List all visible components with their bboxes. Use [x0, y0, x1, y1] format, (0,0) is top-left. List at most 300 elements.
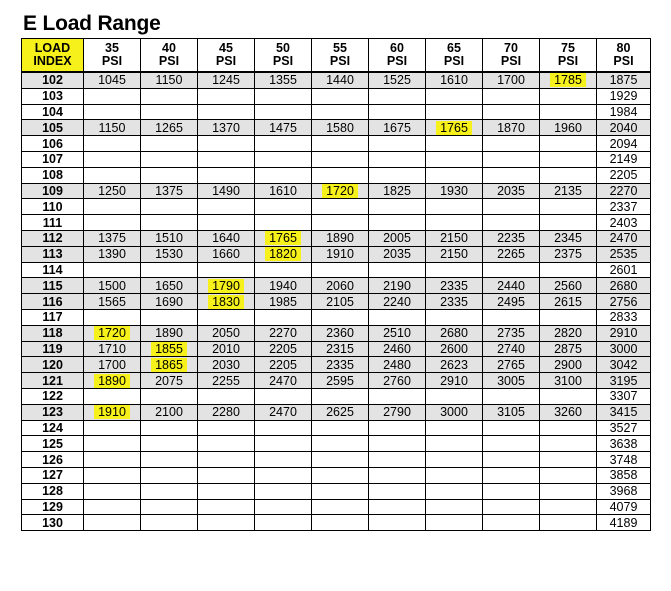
load-value-cell [255, 199, 312, 215]
load-index-cell: 116 [22, 294, 84, 310]
load-value-cell [426, 167, 483, 183]
load-value-cell [312, 420, 369, 436]
load-value-cell: 1890 [141, 325, 198, 341]
load-value-cell [540, 136, 597, 152]
load-value-cell [483, 452, 540, 468]
load-value-cell [369, 104, 426, 120]
load-index-label-line1: LOAD [34, 41, 71, 55]
pressure-value: 50 [276, 41, 290, 55]
load-value-cell [198, 151, 255, 167]
load-value-cell: 1500 [84, 278, 141, 294]
load-value-cell [84, 483, 141, 499]
load-index-cell: 113 [22, 246, 84, 262]
load-value-cell [141, 215, 198, 231]
pressure-value: 65 [447, 41, 461, 55]
load-value-cell [312, 467, 369, 483]
load-value-cell [312, 167, 369, 183]
load-value-cell: 3000 [597, 341, 651, 357]
load-value-cell [540, 436, 597, 452]
load-index-cell: 121 [22, 373, 84, 389]
load-value-cell [483, 136, 540, 152]
load-index-cell: 128 [22, 483, 84, 499]
load-value-cell [255, 499, 312, 515]
load-value-cell [141, 420, 198, 436]
pressure-header-60 [369, 39, 426, 73]
load-value-cell: 2035 [369, 246, 426, 262]
highlighted-value: 1910 [94, 405, 130, 419]
table-row [22, 136, 651, 152]
load-value-cell [312, 136, 369, 152]
load-value-cell [255, 88, 312, 104]
load-value-cell [312, 88, 369, 104]
load-value-cell: 2335 [312, 357, 369, 373]
load-index-cell: 109 [22, 183, 84, 199]
load-value-cell: 2190 [369, 278, 426, 294]
load-value-cell [255, 104, 312, 120]
load-value-cell [369, 136, 426, 152]
table-row [22, 309, 651, 325]
load-value-cell: 2470 [255, 404, 312, 420]
load-value-cell: 3858 [597, 467, 651, 483]
load-value-cell [426, 199, 483, 215]
load-value-cell: 2149 [597, 151, 651, 167]
load-value-cell: 1355 [255, 72, 312, 88]
load-value-cell: 2150 [426, 246, 483, 262]
load-value-cell [483, 499, 540, 515]
load-index-cell: 104 [22, 104, 84, 120]
load-value-cell [198, 104, 255, 120]
load-index-cell: 105 [22, 120, 84, 136]
load-value-cell [369, 436, 426, 452]
load-value-cell: 2615 [540, 294, 597, 310]
table-row [22, 104, 651, 120]
load-value-cell: 1375 [84, 230, 141, 246]
load-value-cell [483, 262, 540, 278]
load-index-cell: 120 [22, 357, 84, 373]
load-value-cell: 2875 [540, 341, 597, 357]
load-value-cell: 2600 [426, 341, 483, 357]
load-value-cell [426, 215, 483, 231]
load-value-cell [540, 104, 597, 120]
load-value-cell: 2205 [255, 357, 312, 373]
load-index-cell: 123 [22, 404, 84, 420]
table-row [22, 357, 651, 373]
load-value-cell: 2595 [312, 373, 369, 389]
load-value-cell: 1390 [84, 246, 141, 262]
load-index-cell: 115 [22, 278, 84, 294]
load-value-cell [141, 88, 198, 104]
load-value-cell [84, 88, 141, 104]
load-value-cell: 2075 [141, 373, 198, 389]
pressure-unit: PSI [158, 54, 180, 68]
load-value-cell: 2440 [483, 278, 540, 294]
load-value-cell: 2735 [483, 325, 540, 341]
load-value-cell [540, 420, 597, 436]
load-value-cell: 1940 [255, 278, 312, 294]
load-index-label-line2: INDEX [33, 54, 72, 68]
table-header-row [22, 39, 651, 73]
load-value-cell [141, 199, 198, 215]
highlighted-value: 1855 [151, 342, 187, 356]
pressure-unit: PSI [101, 54, 123, 68]
load-value-cell: 2601 [597, 262, 651, 278]
load-value-cell [84, 499, 141, 515]
load-value-cell [84, 136, 141, 152]
load-value-cell [540, 467, 597, 483]
load-value-cell: 2403 [597, 215, 651, 231]
load-value-cell: 2535 [597, 246, 651, 262]
table-row [22, 341, 651, 357]
load-value-cell [198, 515, 255, 531]
load-value-cell [198, 215, 255, 231]
load-value-cell: 1150 [141, 72, 198, 88]
load-value-cell [141, 262, 198, 278]
load-value-cell [141, 515, 198, 531]
load-value-cell: 3000 [426, 404, 483, 420]
load-value-cell [312, 104, 369, 120]
load-value-cell: 2345 [540, 230, 597, 246]
pressure-header-35 [84, 39, 141, 73]
load-value-cell [312, 388, 369, 404]
load-value-cell [255, 136, 312, 152]
load-value-cell [426, 309, 483, 325]
load-value-cell [426, 262, 483, 278]
load-value-cell: 1610 [255, 183, 312, 199]
load-value-cell [540, 215, 597, 231]
pressure-unit: PSI [272, 54, 294, 68]
load-value-cell [369, 167, 426, 183]
load-value-cell [255, 215, 312, 231]
load-value-cell [198, 436, 255, 452]
load-value-cell [312, 436, 369, 452]
load-index-cell: 108 [22, 167, 84, 183]
load-value-cell: 1929 [597, 88, 651, 104]
pressure-value: 75 [561, 41, 575, 55]
load-value-cell: 3042 [597, 357, 651, 373]
load-value-cell: 2205 [597, 167, 651, 183]
load-value-cell: 1250 [84, 183, 141, 199]
load-value-cell [312, 483, 369, 499]
table-row [22, 199, 651, 215]
load-value-cell [540, 199, 597, 215]
load-value-cell: 3105 [483, 404, 540, 420]
table-row [22, 404, 651, 420]
load-value-cell [540, 262, 597, 278]
load-index-cell: 122 [22, 388, 84, 404]
load-value-cell: 1985 [255, 294, 312, 310]
load-value-cell [426, 452, 483, 468]
load-value-cell: 1700 [84, 357, 141, 373]
load-value-cell: 2790 [369, 404, 426, 420]
load-value-cell: 1890 [312, 230, 369, 246]
load-value-cell: 2150 [426, 230, 483, 246]
load-value-cell: 2460 [369, 341, 426, 357]
load-value-cell [369, 499, 426, 515]
load-value-cell: 2280 [198, 404, 255, 420]
load-value-cell: 1565 [84, 294, 141, 310]
load-value-cell [483, 436, 540, 452]
load-value-cell [198, 278, 255, 294]
load-value-cell [426, 420, 483, 436]
table-row [22, 230, 651, 246]
load-value-cell [255, 467, 312, 483]
pressure-value: 55 [333, 41, 347, 55]
highlighted-value: 1820 [265, 247, 301, 261]
load-value-cell [426, 151, 483, 167]
load-value-cell [84, 420, 141, 436]
load-value-cell [312, 309, 369, 325]
load-value-cell: 3527 [597, 420, 651, 436]
table-row [22, 88, 651, 104]
table-row [22, 215, 651, 231]
table-row [22, 278, 651, 294]
load-value-cell: 2105 [312, 294, 369, 310]
load-value-cell [369, 309, 426, 325]
load-value-cell: 2235 [483, 230, 540, 246]
load-value-cell: 2240 [369, 294, 426, 310]
load-value-cell [483, 104, 540, 120]
load-value-cell: 2040 [597, 120, 651, 136]
load-value-cell: 1045 [84, 72, 141, 88]
load-value-cell [312, 515, 369, 531]
pressure-header-50 [255, 39, 312, 73]
load-value-cell [84, 373, 141, 389]
load-value-cell [141, 167, 198, 183]
load-value-cell: 1265 [141, 120, 198, 136]
load-value-cell [255, 262, 312, 278]
table-row [22, 420, 651, 436]
pressure-value: 35 [105, 41, 119, 55]
load-value-cell: 2680 [597, 278, 651, 294]
load-value-cell: 1650 [141, 278, 198, 294]
load-value-cell: 3748 [597, 452, 651, 468]
load-value-cell [483, 309, 540, 325]
load-value-cell [369, 467, 426, 483]
load-value-cell: 2480 [369, 357, 426, 373]
load-value-cell [426, 483, 483, 499]
load-value-cell: 2010 [198, 341, 255, 357]
load-value-cell [540, 515, 597, 531]
load-value-cell: 1910 [312, 246, 369, 262]
load-value-cell [198, 167, 255, 183]
load-value-cell: 2270 [597, 183, 651, 199]
load-value-cell [483, 388, 540, 404]
load-value-cell [426, 388, 483, 404]
load-value-cell [255, 515, 312, 531]
load-value-cell [483, 483, 540, 499]
table-row [22, 452, 651, 468]
pressure-unit: PSI [613, 54, 634, 68]
load-value-cell: 1150 [84, 120, 141, 136]
load-index-cell: 111 [22, 215, 84, 231]
load-value-cell [540, 499, 597, 515]
load-value-cell: 2756 [597, 294, 651, 310]
load-value-cell: 2060 [312, 278, 369, 294]
load-value-cell: 1510 [141, 230, 198, 246]
load-value-cell: 4079 [597, 499, 651, 515]
load-value-cell [540, 151, 597, 167]
load-value-cell: 1580 [312, 120, 369, 136]
table-row [22, 167, 651, 183]
load-value-cell [540, 483, 597, 499]
load-value-cell: 3005 [483, 373, 540, 389]
load-value-cell: 3260 [540, 404, 597, 420]
load-index-cell: 130 [22, 515, 84, 531]
load-value-cell: 2270 [255, 325, 312, 341]
load-index-cell: 107 [22, 151, 84, 167]
load-value-cell [84, 215, 141, 231]
highlighted-value: 1785 [550, 73, 586, 87]
load-value-cell [369, 452, 426, 468]
load-value-cell: 2335 [426, 294, 483, 310]
load-value-cell: 2510 [369, 325, 426, 341]
load-value-cell [198, 388, 255, 404]
table-row [22, 499, 651, 515]
load-value-cell: 2100 [141, 404, 198, 420]
load-value-cell: 3638 [597, 436, 651, 452]
load-value-cell [540, 452, 597, 468]
load-value-cell [426, 104, 483, 120]
load-index-cell: 124 [22, 420, 84, 436]
load-value-cell: 2833 [597, 309, 651, 325]
load-value-cell [255, 452, 312, 468]
load-value-cell [426, 88, 483, 104]
table-row [22, 151, 651, 167]
pressure-header-70 [483, 39, 540, 73]
load-value-cell: 1610 [426, 72, 483, 88]
load-value-cell [369, 88, 426, 104]
load-value-cell [483, 467, 540, 483]
pressure-header-40 [141, 39, 198, 73]
load-value-cell: 3307 [597, 388, 651, 404]
load-value-cell [84, 436, 141, 452]
load-value-cell [369, 388, 426, 404]
load-value-cell [141, 341, 198, 357]
load-value-cell: 2030 [198, 357, 255, 373]
load-value-cell [426, 467, 483, 483]
load-value-cell [540, 167, 597, 183]
load-value-cell [255, 167, 312, 183]
pressure-unit: PSI [500, 54, 522, 68]
highlighted-value: 1865 [151, 358, 187, 372]
pressure-value: 80 [616, 41, 631, 55]
load-value-cell: 1375 [141, 183, 198, 199]
pressure-value: 45 [219, 41, 233, 55]
table-row [22, 373, 651, 389]
load-index-cell: 117 [22, 309, 84, 325]
table-row [22, 325, 651, 341]
load-value-cell [141, 467, 198, 483]
load-value-cell: 2135 [540, 183, 597, 199]
load-value-cell: 2470 [255, 373, 312, 389]
load-value-cell [255, 436, 312, 452]
load-value-cell [369, 420, 426, 436]
load-value-cell: 2335 [426, 278, 483, 294]
load-value-cell: 4189 [597, 515, 651, 531]
load-value-cell [198, 294, 255, 310]
load-value-cell [141, 151, 198, 167]
load-value-cell: 1930 [426, 183, 483, 199]
table-row [22, 262, 651, 278]
pressure-unit: PSI [557, 54, 579, 68]
pressure-header-45 [198, 39, 255, 73]
load-value-cell [312, 199, 369, 215]
load-value-cell [483, 151, 540, 167]
highlighted-value: 1890 [94, 374, 130, 388]
load-value-cell [84, 515, 141, 531]
load-value-cell [255, 420, 312, 436]
load-index-cell: 112 [22, 230, 84, 246]
load-value-cell: 2623 [426, 357, 483, 373]
load-value-cell: 2205 [255, 341, 312, 357]
load-value-cell [540, 388, 597, 404]
load-value-cell: 2375 [540, 246, 597, 262]
pressure-header-80 [597, 39, 651, 73]
load-index-cell: 114 [22, 262, 84, 278]
load-value-cell [84, 151, 141, 167]
pressure-value: 60 [390, 41, 404, 55]
load-value-cell [84, 452, 141, 468]
load-value-cell [255, 151, 312, 167]
load-value-cell [84, 467, 141, 483]
pressure-value: 40 [162, 41, 176, 55]
page-title: E Load Range [23, 12, 161, 35]
load-value-cell: 1710 [84, 341, 141, 357]
load-value-cell [369, 199, 426, 215]
load-value-cell [141, 388, 198, 404]
load-index-cell: 127 [22, 467, 84, 483]
load-value-cell [426, 499, 483, 515]
load-value-cell: 2050 [198, 325, 255, 341]
load-value-cell [198, 88, 255, 104]
load-value-cell [540, 309, 597, 325]
load-value-cell [483, 420, 540, 436]
load-value-cell [84, 388, 141, 404]
highlighted-value: 1720 [322, 184, 358, 198]
load-value-cell [483, 88, 540, 104]
load-value-cell: 2560 [540, 278, 597, 294]
highlighted-value: 1830 [208, 295, 244, 309]
load-value-cell: 2910 [597, 325, 651, 341]
load-value-cell [426, 120, 483, 136]
load-value-cell [255, 230, 312, 246]
load-value-cell [84, 404, 141, 420]
load-index-cell: 106 [22, 136, 84, 152]
load-value-cell: 2094 [597, 136, 651, 152]
load-value-cell [312, 183, 369, 199]
load-value-cell: 1690 [141, 294, 198, 310]
table-body [22, 72, 651, 531]
load-value-cell [312, 499, 369, 515]
table-row [22, 483, 651, 499]
pressure-unit: PSI [443, 54, 465, 68]
load-value-cell: 2765 [483, 357, 540, 373]
load-value-cell: 2265 [483, 246, 540, 262]
highlighted-value: 1720 [94, 326, 130, 340]
load-index-cell: 125 [22, 436, 84, 452]
table-row [22, 515, 651, 531]
load-value-cell: 2820 [540, 325, 597, 341]
load-value-cell [540, 72, 597, 88]
load-value-cell: 1525 [369, 72, 426, 88]
load-index-cell: 110 [22, 199, 84, 215]
load-value-cell: 3415 [597, 404, 651, 420]
load-value-cell: 2900 [540, 357, 597, 373]
load-value-cell [84, 309, 141, 325]
load-value-cell: 2035 [483, 183, 540, 199]
load-value-cell: 1660 [198, 246, 255, 262]
load-value-cell [483, 215, 540, 231]
